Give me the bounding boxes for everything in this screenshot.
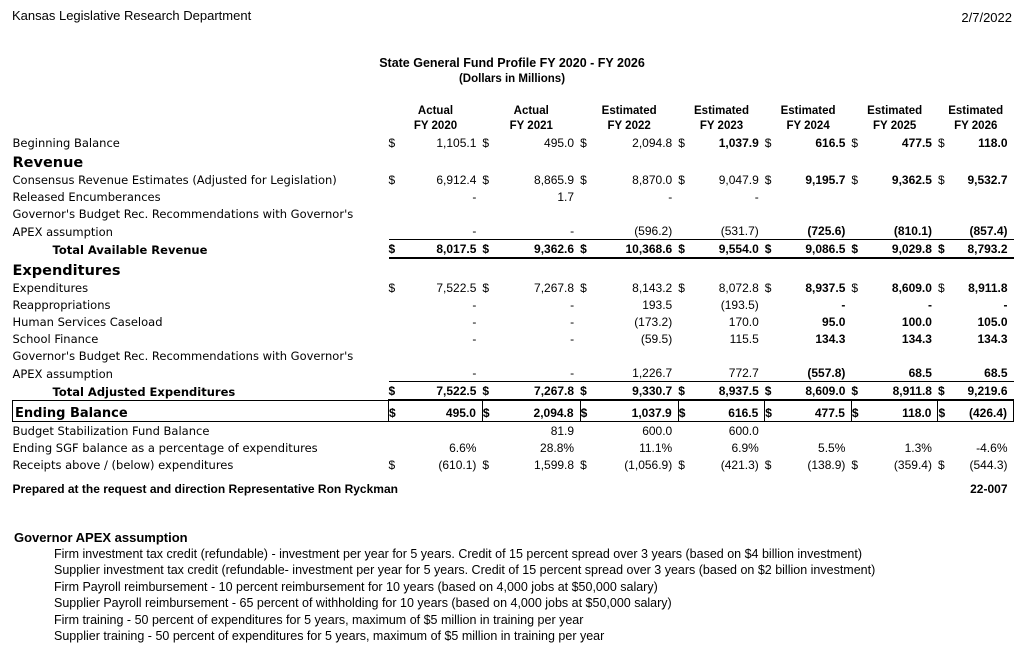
value-cell: 1.7 [557,190,575,204]
dollar-sign [580,296,598,313]
value-cell: 6,912.4 [436,173,477,187]
value-cell: 7,522.5 [436,281,477,295]
report-title-block [0,55,1024,87]
value-cell: 134.3 [901,332,932,346]
apex-list [54,546,875,644]
dollar-sign: $ [388,173,396,187]
value-cell: 495.0 [406,400,482,422]
value-cell: - [570,332,575,346]
dollar-sign [765,188,783,205]
column-status: Estimated [867,105,923,117]
dollar-sign [580,188,598,205]
dollar-sign: $ [938,400,956,422]
value-cell: 8,911.8 [968,281,1008,295]
dollar-sign [482,422,500,440]
value-cell: 8,865.9 [534,173,575,187]
apex-item: Supplier training - 50 percent of expenditures for 5 years, maximum of $5 million in training per year [54,629,605,644]
value-cell: - [472,190,477,204]
table-row-total_exp [13,382,1014,401]
value-cell: 6.9% [731,441,759,455]
value-cell: 8,609.0 [891,281,932,295]
value-cell: 8,937.5 [805,281,846,295]
value-cell: 1,037.9 [718,136,759,150]
value-cell: - [754,190,759,204]
column-status: Actual [417,105,454,117]
dollar-sign: $ [678,458,685,472]
column-header [938,100,1014,134]
apex-heading: Governor APEX assumption [14,530,188,545]
value-cell: (421.3) [720,458,759,472]
value-cell: 9,047.9 [718,173,759,187]
value-cell: 68.5 [984,366,1008,380]
value-cell: - [570,366,575,380]
value-cell: (857.4) [969,224,1008,238]
dollar-sign [851,422,869,440]
value-cell: 600.0 [728,424,759,438]
dollar-sign: $ [851,173,859,187]
value-cell: 616.5 [815,136,846,150]
dollar-sign [482,296,500,313]
value-cell: 9,219.6 [956,382,1014,401]
table-row-school [13,330,1014,347]
dollar-sign: $ [765,382,783,401]
column-year: FY 2023 [699,120,744,132]
value-cell: - [1003,298,1008,312]
dollar-sign [851,222,869,240]
dollar-sign: $ [482,281,490,295]
dollar-sign: $ [580,136,587,150]
dollar-sign [389,330,407,347]
dollar-sign [482,364,500,382]
value-cell: 7,267.8 [500,382,580,401]
value-cell: -4.6% [976,441,1008,455]
dollar-sign [580,364,598,382]
value-cell: 193.5 [642,298,673,312]
value-cell: (59.5) [640,332,673,346]
value-cell: 8,017.5 [406,240,482,259]
dollar-sign [389,364,407,382]
value-cell: 8,870.0 [632,173,673,187]
column-header [389,100,483,134]
value-cell: (725.6) [807,224,846,238]
dollar-sign: $ [938,382,956,401]
dollar-sign: $ [937,173,945,187]
dollar-sign: $ [764,173,772,187]
value-cell: 1.3% [904,441,932,455]
dollar-sign: $ [482,458,490,472]
dollar-sign [482,439,500,456]
value-cell: 9,532.7 [967,173,1008,187]
dollar-sign: $ [580,240,598,259]
value-cell: 68.5 [908,366,932,380]
row-label: Reappropriations [12,298,111,312]
value-cell: - [570,315,575,329]
table-row-bsf [13,422,1014,440]
dollar-sign: $ [389,400,407,422]
column-year: FY 2021 [509,120,553,132]
value-cell: - [472,332,477,346]
value-cell: 1,599.8 [534,458,575,472]
table-row-gov_exp [13,364,1014,382]
column-year: FY 2022 [607,120,651,132]
row-label: Beginning Balance [12,136,120,150]
value-cell: 9,195.7 [805,173,846,187]
row-label: Total Adjusted Expenditures [52,384,236,399]
value-cell: (173.2) [634,315,673,329]
apex-item: Firm investment tax credit (refundable) - investment per year for 5 years. Credit of 15 percent spread over 3 years (based on $4 billion investment) [54,547,863,561]
dollar-sign: $ [482,136,490,150]
value-cell: 8,609.0 [783,382,852,401]
table-row-reapprop [13,296,1014,313]
row-label: Budget Stabilization Fund Balance [12,424,210,438]
dollar-sign: $ [851,136,859,150]
row-label: APEX assumption [12,366,113,381]
column-year: FY 2024 [786,120,830,132]
value-cell: 1,037.9 [598,400,678,422]
dollar-sign: $ [678,136,685,150]
dollar-sign [851,313,869,330]
value-cell: 9,029.8 [869,240,938,259]
gov-exp-note [13,347,1014,364]
value-cell [783,422,852,440]
report-date: 2/7/2022 [961,10,1012,25]
value-cell: 2,094.8 [500,400,580,422]
value-cell: 772.7 [728,366,759,380]
dollar-sign: $ [764,458,772,472]
column-header [482,100,580,134]
dollar-sign: $ [389,382,407,401]
value-cell: 1,226.7 [632,366,673,380]
dollar-sign [482,188,500,205]
dollar-sign: $ [937,458,945,472]
row-label: Released Encumberances [12,190,161,204]
apex-item: Supplier investment tax credit (refundable- investment per year for 5 years. Credit of 15 percent spread over 3 years (based on $2 billion investment) [54,563,876,578]
dollar-sign: $ [765,400,783,422]
value-cell: (531.7) [720,224,759,238]
value-cell: - [570,224,575,238]
value-cell: - [841,298,846,312]
value-cell: 134.3 [815,332,846,346]
column-header-row [13,100,1014,134]
row-label: Ending SGF balance as a percentage of expenditures [12,441,318,455]
dollar-sign: $ [764,136,772,150]
value-cell: 8,143.2 [632,281,673,295]
dollar-sign: $ [851,240,869,259]
dollar-sign [938,422,956,440]
value-cell: (359.4) [893,458,932,472]
value-cell: 105.0 [977,315,1008,329]
dollar-sign [678,422,696,440]
apex-item: Firm Payroll reimbursement - 10 percent reimbursement for 10 years (based on 4,000 jobs at $50,000 salary) [54,579,658,594]
value-cell: - [570,298,575,312]
dollar-sign: $ [937,281,945,295]
header-spacer [13,100,389,134]
value-cell [956,188,1014,205]
dollar-sign [580,330,598,347]
dollar-sign [938,330,956,347]
gov-rev-note-text: Governor's Budget Rec. Recommendations with Governor's [12,207,354,221]
value-cell: 9,554.0 [696,240,765,259]
dollar-sign: $ [580,281,587,295]
dollar-sign [851,188,869,205]
dollar-sign [389,222,407,240]
dollar-sign [389,439,407,456]
row-label: Ending Balance [13,400,389,422]
gov-rev-note [13,205,1014,222]
dollar-sign [678,222,696,240]
row-label: Expenditures [12,281,89,295]
dollar-sign: $ [388,281,396,295]
value-cell: 115.5 [729,332,759,346]
report-title: State General Fund Profile FY 2020 - FY 2026 [379,56,645,70]
value-cell: (557.8) [807,366,846,380]
dollar-sign [678,330,696,347]
value-cell: (138.9) [807,458,846,472]
dollar-sign [938,222,956,240]
dollar-sign: $ [851,281,859,295]
dollar-sign [482,222,500,240]
value-cell [406,422,482,440]
dollar-sign [938,296,956,313]
value-cell: - [472,224,477,238]
column-status: Estimated [601,105,657,117]
dollar-sign [389,188,407,205]
value-cell: - [668,190,673,204]
value-cell: (544.3) [969,458,1008,472]
dollar-sign: $ [482,382,500,401]
value-cell: 10,368.6 [598,240,678,259]
dollar-sign [678,296,696,313]
table-row-receipts [13,456,1014,473]
value-cell: 118.0 [869,400,938,422]
column-status: Estimated [948,105,1004,117]
dollar-sign [765,296,783,313]
value-cell: 6.6% [449,441,477,455]
revenue-heading-text: Revenue [12,155,84,171]
dollar-sign: $ [482,400,500,422]
value-cell: - [472,298,477,312]
value-cell [783,188,852,205]
dollar-sign: $ [580,400,598,422]
gov-exp-note-text: Governor's Budget Rec. Recommendations with Governor's [12,349,354,363]
dollar-sign: $ [580,382,598,401]
document-number: 22-007 [970,482,1008,496]
dollar-sign [389,296,407,313]
dollar-sign: $ [938,240,956,259]
dollar-sign: $ [851,400,869,422]
dollar-sign: $ [678,382,696,401]
dollar-sign [678,313,696,330]
dollar-sign: $ [389,240,407,259]
dollar-sign [851,296,869,313]
column-status: Estimated [694,105,749,117]
value-cell: - [927,298,932,312]
organization-name: Kansas Legislative Research Department [12,8,252,23]
dollar-sign: $ [482,240,500,259]
value-cell: 600.0 [642,424,673,438]
dollar-sign: $ [482,173,490,187]
value-cell: 9,330.7 [598,382,678,401]
dollar-sign [678,364,696,382]
row-label: Total Available Revenue [52,243,208,257]
column-status: Estimated [780,105,836,117]
value-cell: (810.1) [893,224,932,238]
column-header [851,100,938,134]
apex-item: Supplier Payroll reimbursement - 65 percent of withholding for 10 years (based on 4,000 jobs at $50,000 salary) [54,596,672,611]
table-row-beginning [13,134,1014,151]
sgf-profile-table [12,100,1014,497]
dollar-sign: $ [580,458,587,472]
value-cell: 170.0 [728,315,759,329]
table-row-pct [13,439,1014,456]
value-cell: 100.0 [901,315,932,329]
value-cell: - [472,315,477,329]
value-cell: 477.5 [901,136,932,150]
column-status: Actual [513,105,549,117]
row-label: Human Services Caseload [12,315,163,329]
dollar-sign [765,439,783,456]
dollar-sign [851,439,869,456]
dollar-sign: $ [764,281,772,295]
dollar-sign [389,313,407,330]
value-cell: 495.0 [544,136,575,150]
expenditures-heading [13,258,1014,279]
value-cell: (1,056.9) [624,458,673,472]
dollar-sign [938,364,956,382]
value-cell: 8,937.5 [696,382,765,401]
dollar-sign [482,330,500,347]
prepared-note: Prepared at the request and direction Representative Ron Ryckman [12,482,398,496]
dollar-sign [765,330,783,347]
table-row-ending [13,400,1014,422]
value-cell: 9,362.5 [891,173,932,187]
value-cell: 81.9 [550,424,575,438]
report-subtitle: (Dollars in Millions) [458,73,566,85]
value-cell: 95.0 [822,315,846,329]
expenditures-heading-text: Expenditures [12,263,121,279]
dollar-sign [580,313,598,330]
row-label: Consensus Revenue Estimates (Adjusted for Legislation) [12,173,337,187]
dollar-sign: $ [388,458,396,472]
dollar-sign [580,422,598,440]
table-row-total_rev [13,240,1014,259]
value-cell: - [472,366,477,380]
value-cell: 2,094.8 [632,136,673,150]
value-cell: 118.0 [978,136,1008,150]
dollar-sign [765,364,783,382]
value-cell [869,188,938,205]
dollar-sign [678,188,696,205]
dollar-sign [938,313,956,330]
dollar-sign [389,422,407,440]
value-cell: 7,522.5 [406,382,482,401]
dollar-sign: $ [580,173,587,187]
row-label: APEX assumption [12,224,113,239]
dollar-sign [678,439,696,456]
value-cell: 9,362.6 [500,240,580,259]
dollar-sign [765,422,783,440]
value-cell: (193.5) [720,298,759,312]
dollar-sign: $ [678,281,685,295]
row-label: Receipts above / (below) expenditures [12,458,234,472]
value-cell: 134.3 [977,332,1008,346]
value-cell: 28.8% [540,441,575,455]
value-cell: 5.5% [818,441,846,455]
value-cell: 8,793.2 [956,240,1014,259]
value-cell: 9,086.5 [783,240,852,259]
dollar-sign: $ [678,240,696,259]
value-cell: 7,267.8 [534,281,575,295]
dollar-sign: $ [678,400,696,422]
dollar-sign: $ [851,382,869,401]
dollar-sign: $ [388,136,396,150]
column-header [580,100,678,134]
dollar-sign: $ [937,136,945,150]
dollar-sign [851,364,869,382]
column-year: FY 2026 [954,120,998,132]
dollar-sign [580,439,598,456]
dollar-sign [851,330,869,347]
column-header [765,100,852,134]
value-cell: 11.1% [639,441,673,455]
table-row-consensus [13,171,1014,188]
dollar-sign [580,222,598,240]
column-year: FY 2025 [873,120,917,132]
prepared-row [13,473,1014,497]
dollar-sign [765,222,783,240]
value-cell [869,422,938,440]
value-cell: 1,105.1 [436,136,477,150]
dollar-sign [482,313,500,330]
dollar-sign: $ [851,458,859,472]
value-cell: 8,911.8 [869,382,938,401]
value-cell: (610.1) [438,458,477,472]
value-cell [956,422,1014,440]
column-year: FY 2020 [413,120,458,132]
dollar-sign [765,313,783,330]
dollar-sign: $ [765,240,783,259]
value-cell: 8,072.8 [718,281,759,295]
table-row-gov_rev [13,222,1014,240]
dollar-sign: $ [678,173,685,187]
value-cell: 616.5 [696,400,765,422]
value-cell: (426.4) [956,400,1014,422]
dollar-sign [938,439,956,456]
dollar-sign [938,188,956,205]
row-label: School Finance [12,332,99,346]
value-cell: 477.5 [783,400,852,422]
value-cell: (596.2) [634,224,673,238]
apex-item: Firm training - 50 percent of expenditures for 5 years, maximum of $5 million in training per year [54,612,584,627]
revenue-heading [13,151,1014,171]
table-row-released [13,188,1014,205]
table-row-human [13,313,1014,330]
column-header [678,100,765,134]
table-row-expenditures [13,279,1014,296]
